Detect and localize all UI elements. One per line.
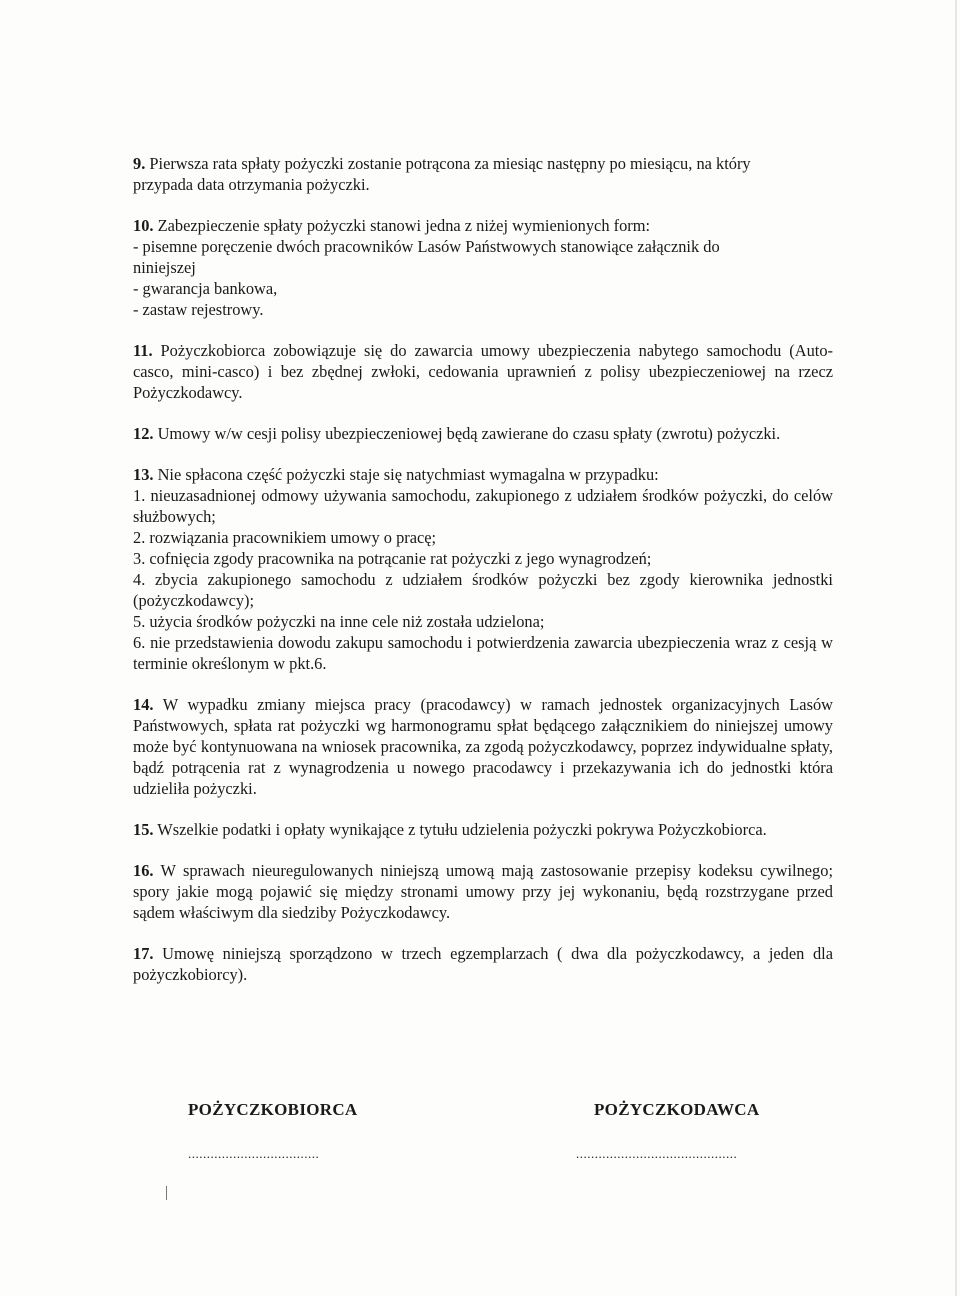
clause-text: W wypadku zmiany miejsca pracy (pracodawcy) w ramach jednostek organizacyjnych Lasów Państwowych, spłata rat pożyczki wg harmonogramu spłat będącego załącznikiem do niniejszej umowy może być kontynuowana na wniosek pracownika, za zgodą pożyczkodawcy, poprzez indywidualne spłaty, bądź potrącenia rat z wynagrodzenia u nowego pracodawcy i przekazywania ich do jednostki która udzieliła pożyczki. (133, 695, 833, 798)
clause-text: Nie spłacona część pożyczki staje się natychmiast wymagalna w przypadku: (153, 465, 659, 484)
clause-text: Umowy w/w cesji polisy ubezpieczeniowej będą zawierane do czasu spłaty (zwrotu) pożyczki. (153, 424, 781, 443)
clause-number: 16. (133, 861, 154, 880)
clause-text: Umowę niniejszą sporządzono w trzech egzemplarzach ( dwa dla pożyczkodawcy, a jeden dla pożyczkobiorcy). (133, 944, 833, 984)
clause-17 (133, 943, 833, 985)
list-item: 6. nie przedstawienia dowodu zakupu samochodu i potwierdzenia zawarcia ubezpieczenia wraz z cesją w terminie określonym w pkt.6. (133, 633, 833, 673)
lender-signature-label: POŻYCZKODAWCA (594, 1100, 760, 1119)
list-item: 2. rozwiązania pracownikiem umowy o pracę; (133, 528, 437, 547)
clause-15 (133, 819, 833, 840)
clause-10 (133, 215, 833, 320)
clause-16 (133, 860, 833, 923)
clause-text: Pierwsza rata spłaty pożyczki zostanie potrącona za miesiąc następny po miesiącu, na który (145, 154, 751, 173)
clause-number: 14. (133, 695, 154, 714)
borrower-signature-label: POŻYCZKOBIORCA (188, 1100, 358, 1119)
clause-13 (133, 464, 833, 674)
list-item: - zastaw rejestrowy. (133, 300, 264, 319)
list-item: - pisemne poręczenie dwóch pracowników Lasów Państwowych stanowiące załącznik do (133, 237, 720, 256)
clause-text: Wszelkie podatki i opłaty wynikające z tytułu udzielenia pożyczki pokrywa Pożyczkobiorca. (153, 820, 767, 839)
clause-text: W sprawach nieuregulowanych niniejszą umową mają zastosowanie przepisy kodeksu cywilnego; spory jakie mogą pojawić się między stronami umowy przy jej wykonaniu, będą rozstrzygane przed sądem właściwym dla siedziby Pożyczkodawcy. (133, 861, 833, 922)
clause-text: Zabezpieczenie spłaty pożyczki stanowi jedna z niżej wymienionych form: (153, 216, 651, 235)
clause-number: 13. (133, 465, 154, 484)
list-item: - gwarancja bankowa, (133, 279, 278, 298)
borrower-signature-line: ................................... (188, 1146, 320, 1161)
clause-14 (133, 694, 833, 799)
lender-signature-line: ........................................... (576, 1146, 738, 1161)
document-body (133, 153, 833, 1005)
clause-number: 15. (133, 820, 154, 839)
clause-12 (133, 423, 833, 444)
scan-edge (955, 0, 957, 1296)
clause-11 (133, 340, 833, 403)
clause-number: 12. (133, 424, 154, 443)
clause-number: 11. (133, 341, 153, 360)
scan-mark (166, 1186, 167, 1200)
list-item: 5. użycia środków pożyczki na inne cele niż została udzielona; (133, 612, 545, 631)
list-item: niniejszej (133, 258, 196, 277)
clause-number: 17. (133, 944, 154, 963)
list-item: 4. zbycia zakupionego samochodu z udziałem środków pożyczki bez zgody kierownika jednostki (pożyczkodawcy); (133, 570, 833, 610)
clause-9 (133, 153, 833, 195)
clause-text: Pożyczkobiorca zobowiązuje się do zawarcia umowy ubezpieczenia nabytego samochodu (Auto-casco, mini-casco) i bez zbędnej zwłoki, cedowania uprawnień z polisy ubezpieczeniowej na rzecz Pożyczkodawcy. (133, 341, 833, 402)
clause-number: 10. (133, 216, 154, 235)
clause-number: 9. (133, 154, 146, 173)
list-item: 3. cofnięcia zgody pracownika na potrącanie rat pożyczki z jego wynagrodzeń; (133, 549, 652, 568)
clause-text: przypada data otrzymania pożyczki. (133, 175, 370, 194)
list-item: 1. nieuzasadnionej odmowy używania samochodu, zakupionego z udziałem środków pożyczki, do celów służbowych; (133, 486, 833, 526)
